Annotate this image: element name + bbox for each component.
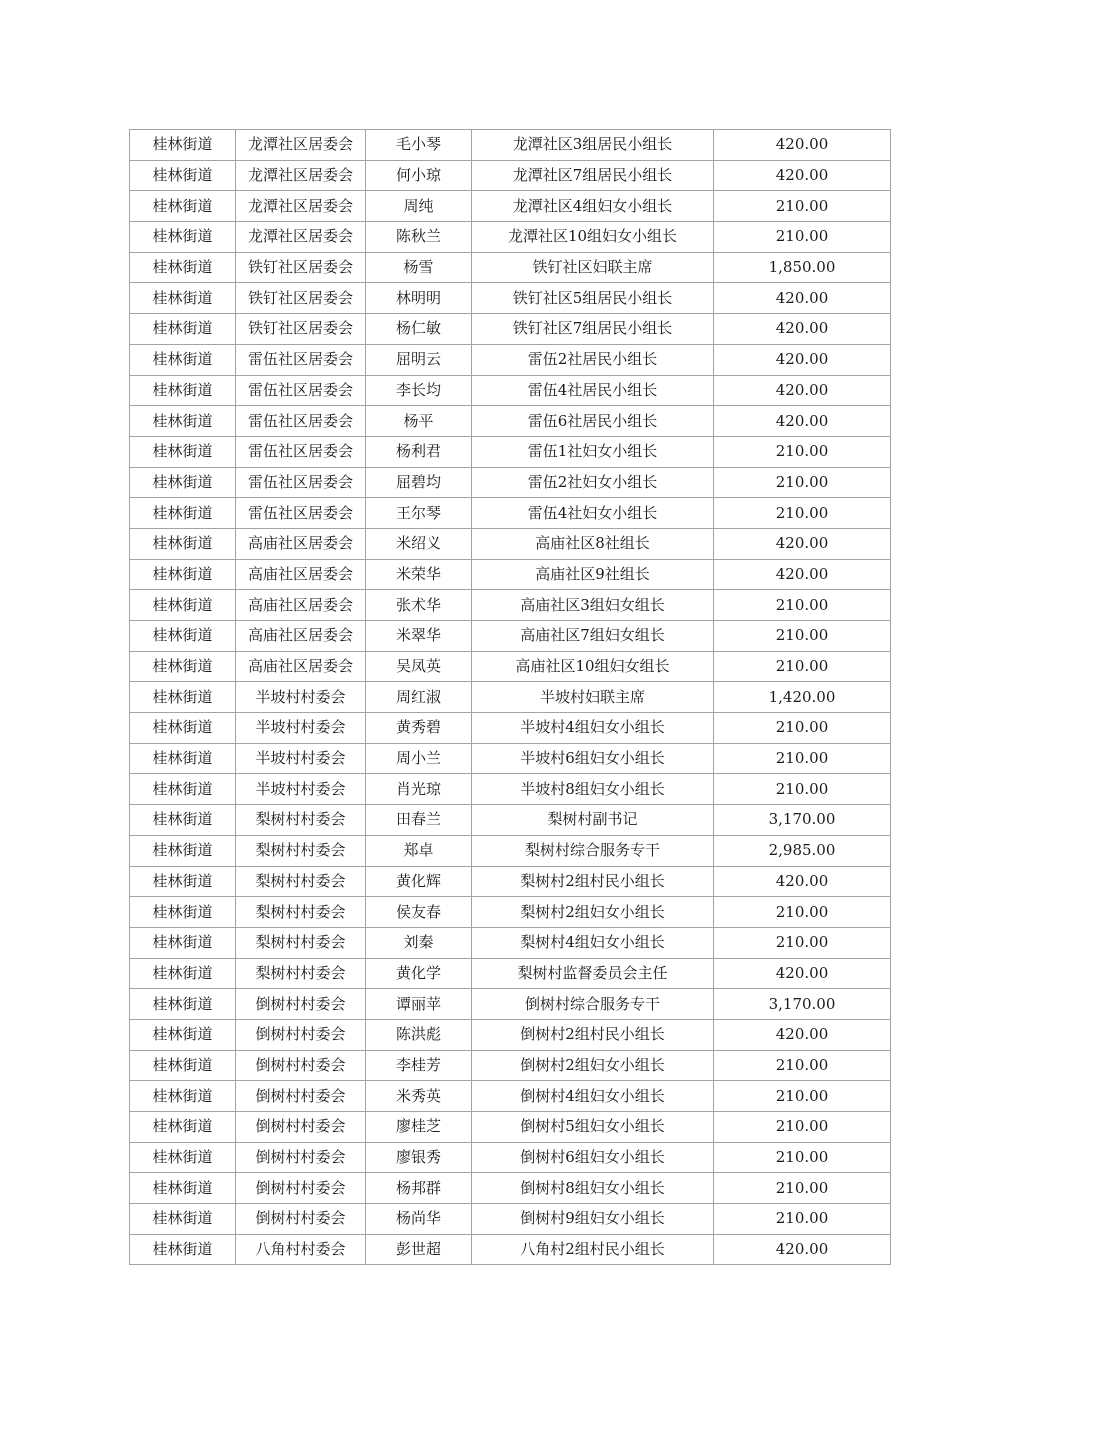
table-row bbox=[130, 713, 891, 744]
name-cell: 周红淑 bbox=[366, 682, 472, 713]
position-cell: 倒树村2组村民小组长 bbox=[472, 1019, 714, 1050]
street-cell: 桂林街道 bbox=[130, 130, 236, 161]
table-row bbox=[130, 1112, 891, 1143]
street-cell: 桂林街道 bbox=[130, 958, 236, 989]
amount-cell: 210.00 bbox=[714, 1204, 891, 1235]
table-row bbox=[130, 1204, 891, 1235]
committee-cell: 铁钉社区居委会 bbox=[236, 252, 366, 283]
table-row bbox=[130, 1173, 891, 1204]
committee-cell: 雷伍社区居委会 bbox=[236, 436, 366, 467]
committee-cell: 高庙社区居委会 bbox=[236, 621, 366, 652]
name-cell: 米荣华 bbox=[366, 559, 472, 590]
position-cell: 梨树村监督委员会主任 bbox=[472, 958, 714, 989]
amount-cell: 210.00 bbox=[714, 1112, 891, 1143]
street-cell: 桂林街道 bbox=[130, 222, 236, 253]
amount-cell: 210.00 bbox=[714, 1142, 891, 1173]
position-cell: 倒树村6组妇女小组长 bbox=[472, 1142, 714, 1173]
amount-cell: 420.00 bbox=[714, 406, 891, 437]
committee-cell: 倒树村村委会 bbox=[236, 1112, 366, 1143]
position-cell: 龙潭社区7组居民小组长 bbox=[472, 160, 714, 191]
position-cell: 倒树村综合服务专干 bbox=[472, 989, 714, 1020]
table-row bbox=[130, 805, 891, 836]
position-cell: 半坡村8组妇女小组长 bbox=[472, 774, 714, 805]
position-cell: 高庙社区8社组长 bbox=[472, 528, 714, 559]
amount-cell: 3,170.00 bbox=[714, 805, 891, 836]
amount-cell: 420.00 bbox=[714, 559, 891, 590]
committee-cell: 梨树村村委会 bbox=[236, 927, 366, 958]
position-cell: 梨树村综合服务专干 bbox=[472, 835, 714, 866]
amount-cell: 210.00 bbox=[714, 651, 891, 682]
table-row bbox=[130, 621, 891, 652]
name-cell: 陈秋兰 bbox=[366, 222, 472, 253]
street-cell: 桂林街道 bbox=[130, 651, 236, 682]
amount-cell: 420.00 bbox=[714, 375, 891, 406]
amount-cell: 210.00 bbox=[714, 498, 891, 529]
position-cell: 倒树村2组妇女小组长 bbox=[472, 1050, 714, 1081]
position-cell: 半坡村妇联主席 bbox=[472, 682, 714, 713]
position-cell: 龙潭社区3组居民小组长 bbox=[472, 130, 714, 161]
name-cell: 彭世超 bbox=[366, 1234, 472, 1265]
table-row bbox=[130, 283, 891, 314]
street-cell: 桂林街道 bbox=[130, 467, 236, 498]
name-cell: 林明明 bbox=[366, 283, 472, 314]
amount-cell: 210.00 bbox=[714, 1081, 891, 1112]
street-cell: 桂林街道 bbox=[130, 835, 236, 866]
committee-cell: 半坡村村委会 bbox=[236, 743, 366, 774]
table-row bbox=[130, 835, 891, 866]
street-cell: 桂林街道 bbox=[130, 1204, 236, 1235]
position-cell: 梨树村4组妇女小组长 bbox=[472, 927, 714, 958]
name-cell: 何小琼 bbox=[366, 160, 472, 191]
position-cell: 雷伍4社妇女小组长 bbox=[472, 498, 714, 529]
table-row bbox=[130, 774, 891, 805]
position-cell: 梨树村2组妇女小组长 bbox=[472, 897, 714, 928]
street-cell: 桂林街道 bbox=[130, 528, 236, 559]
position-cell: 雷伍2社妇女小组长 bbox=[472, 467, 714, 498]
street-cell: 桂林街道 bbox=[130, 927, 236, 958]
committee-cell: 雷伍社区居委会 bbox=[236, 375, 366, 406]
street-cell: 桂林街道 bbox=[130, 498, 236, 529]
street-cell: 桂林街道 bbox=[130, 897, 236, 928]
name-cell: 屈明云 bbox=[366, 344, 472, 375]
amount-cell: 420.00 bbox=[714, 1234, 891, 1265]
street-cell: 桂林街道 bbox=[130, 989, 236, 1020]
table-row bbox=[130, 528, 891, 559]
amount-cell: 420.00 bbox=[714, 528, 891, 559]
committee-cell: 半坡村村委会 bbox=[236, 774, 366, 805]
committee-cell: 八角村村委会 bbox=[236, 1234, 366, 1265]
position-cell: 高庙社区9社组长 bbox=[472, 559, 714, 590]
name-cell: 黄化辉 bbox=[366, 866, 472, 897]
committee-cell: 高庙社区居委会 bbox=[236, 528, 366, 559]
amount-cell: 210.00 bbox=[714, 191, 891, 222]
position-cell: 倒树村9组妇女小组长 bbox=[472, 1204, 714, 1235]
name-cell: 吴凤英 bbox=[366, 651, 472, 682]
table-row bbox=[130, 651, 891, 682]
position-cell: 雷伍4社居民小组长 bbox=[472, 375, 714, 406]
name-cell: 米秀英 bbox=[366, 1081, 472, 1112]
committee-cell: 龙潭社区居委会 bbox=[236, 222, 366, 253]
committee-cell: 倒树村村委会 bbox=[236, 1019, 366, 1050]
street-cell: 桂林街道 bbox=[130, 191, 236, 222]
position-cell: 雷伍2社居民小组长 bbox=[472, 344, 714, 375]
position-cell: 高庙社区7组妇女组长 bbox=[472, 621, 714, 652]
committee-cell: 雷伍社区居委会 bbox=[236, 467, 366, 498]
committee-cell: 半坡村村委会 bbox=[236, 713, 366, 744]
name-cell: 黄秀碧 bbox=[366, 713, 472, 744]
committee-cell: 梨树村村委会 bbox=[236, 835, 366, 866]
committee-cell: 高庙社区居委会 bbox=[236, 559, 366, 590]
street-cell: 桂林街道 bbox=[130, 743, 236, 774]
position-cell: 倒树村8组妇女小组长 bbox=[472, 1173, 714, 1204]
table-row bbox=[130, 590, 891, 621]
position-cell: 高庙社区10组妇女组长 bbox=[472, 651, 714, 682]
amount-cell: 420.00 bbox=[714, 160, 891, 191]
name-cell: 刘秦 bbox=[366, 927, 472, 958]
table-row bbox=[130, 314, 891, 345]
street-cell: 桂林街道 bbox=[130, 1234, 236, 1265]
street-cell: 桂林街道 bbox=[130, 1173, 236, 1204]
amount-cell: 420.00 bbox=[714, 283, 891, 314]
street-cell: 桂林街道 bbox=[130, 713, 236, 744]
amount-cell: 420.00 bbox=[714, 314, 891, 345]
table-row bbox=[130, 682, 891, 713]
amount-cell: 210.00 bbox=[714, 897, 891, 928]
position-cell: 雷伍1社妇女小组长 bbox=[472, 436, 714, 467]
amount-cell: 1,850.00 bbox=[714, 252, 891, 283]
name-cell: 肖光琼 bbox=[366, 774, 472, 805]
table-row bbox=[130, 160, 891, 191]
street-cell: 桂林街道 bbox=[130, 375, 236, 406]
committee-cell: 雷伍社区居委会 bbox=[236, 344, 366, 375]
roster-table-body bbox=[130, 130, 891, 1265]
table-row bbox=[130, 1234, 891, 1265]
table-row bbox=[130, 498, 891, 529]
name-cell: 黄化学 bbox=[366, 958, 472, 989]
table-row bbox=[130, 897, 891, 928]
table-row bbox=[130, 989, 891, 1020]
street-cell: 桂林街道 bbox=[130, 314, 236, 345]
position-cell: 龙潭社区4组妇女小组长 bbox=[472, 191, 714, 222]
street-cell: 桂林街道 bbox=[130, 805, 236, 836]
amount-cell: 420.00 bbox=[714, 1019, 891, 1050]
street-cell: 桂林街道 bbox=[130, 1142, 236, 1173]
street-cell: 桂林街道 bbox=[130, 1050, 236, 1081]
street-cell: 桂林街道 bbox=[130, 1019, 236, 1050]
street-cell: 桂林街道 bbox=[130, 436, 236, 467]
name-cell: 侯友春 bbox=[366, 897, 472, 928]
committee-cell: 梨树村村委会 bbox=[236, 866, 366, 897]
table-row bbox=[130, 1081, 891, 1112]
table-row bbox=[130, 958, 891, 989]
name-cell: 李长均 bbox=[366, 375, 472, 406]
amount-cell: 210.00 bbox=[714, 927, 891, 958]
street-cell: 桂林街道 bbox=[130, 559, 236, 590]
amount-cell: 210.00 bbox=[714, 436, 891, 467]
name-cell: 廖银秀 bbox=[366, 1142, 472, 1173]
name-cell: 米绍义 bbox=[366, 528, 472, 559]
committee-cell: 梨树村村委会 bbox=[236, 897, 366, 928]
table-row bbox=[130, 191, 891, 222]
amount-cell: 210.00 bbox=[714, 590, 891, 621]
committee-cell: 龙潭社区居委会 bbox=[236, 191, 366, 222]
name-cell: 杨利君 bbox=[366, 436, 472, 467]
roster-table bbox=[129, 129, 891, 1265]
street-cell: 桂林街道 bbox=[130, 682, 236, 713]
position-cell: 龙潭社区10组妇女小组长 bbox=[472, 222, 714, 253]
position-cell: 铁钉社区7组居民小组长 bbox=[472, 314, 714, 345]
committee-cell: 倒树村村委会 bbox=[236, 1142, 366, 1173]
position-cell: 倒树村4组妇女小组长 bbox=[472, 1081, 714, 1112]
amount-cell: 210.00 bbox=[714, 713, 891, 744]
street-cell: 桂林街道 bbox=[130, 406, 236, 437]
name-cell: 毛小琴 bbox=[366, 130, 472, 161]
name-cell: 杨平 bbox=[366, 406, 472, 437]
committee-cell: 倒树村村委会 bbox=[236, 1173, 366, 1204]
position-cell: 铁钉社区5组居民小组长 bbox=[472, 283, 714, 314]
name-cell: 田春兰 bbox=[366, 805, 472, 836]
amount-cell: 420.00 bbox=[714, 958, 891, 989]
name-cell: 谭丽苹 bbox=[366, 989, 472, 1020]
committee-cell: 雷伍社区居委会 bbox=[236, 498, 366, 529]
table-row bbox=[130, 559, 891, 590]
name-cell: 米翠华 bbox=[366, 621, 472, 652]
name-cell: 杨邦群 bbox=[366, 1173, 472, 1204]
position-cell: 倒树村5组妇女小组长 bbox=[472, 1112, 714, 1143]
amount-cell: 210.00 bbox=[714, 1173, 891, 1204]
committee-cell: 龙潭社区居委会 bbox=[236, 130, 366, 161]
table-row bbox=[130, 130, 891, 161]
table-row bbox=[130, 1142, 891, 1173]
name-cell: 屈碧均 bbox=[366, 467, 472, 498]
name-cell: 杨仁敏 bbox=[366, 314, 472, 345]
position-cell: 八角村2组村民小组长 bbox=[472, 1234, 714, 1265]
amount-cell: 420.00 bbox=[714, 130, 891, 161]
street-cell: 桂林街道 bbox=[130, 590, 236, 621]
amount-cell: 210.00 bbox=[714, 774, 891, 805]
committee-cell: 铁钉社区居委会 bbox=[236, 314, 366, 345]
committee-cell: 雷伍社区居委会 bbox=[236, 406, 366, 437]
position-cell: 雷伍6社居民小组长 bbox=[472, 406, 714, 437]
amount-cell: 210.00 bbox=[714, 743, 891, 774]
table-row bbox=[130, 375, 891, 406]
name-cell: 陈洪彪 bbox=[366, 1019, 472, 1050]
committee-cell: 梨树村村委会 bbox=[236, 805, 366, 836]
table-row bbox=[130, 252, 891, 283]
position-cell: 高庙社区3组妇女组长 bbox=[472, 590, 714, 621]
amount-cell: 2,985.00 bbox=[714, 835, 891, 866]
amount-cell: 420.00 bbox=[714, 866, 891, 897]
amount-cell: 3,170.00 bbox=[714, 989, 891, 1020]
position-cell: 半坡村6组妇女小组长 bbox=[472, 743, 714, 774]
table-row bbox=[130, 436, 891, 467]
position-cell: 铁钉社区妇联主席 bbox=[472, 252, 714, 283]
committee-cell: 半坡村村委会 bbox=[236, 682, 366, 713]
name-cell: 杨雪 bbox=[366, 252, 472, 283]
table-row bbox=[130, 467, 891, 498]
committee-cell: 龙潭社区居委会 bbox=[236, 160, 366, 191]
committee-cell: 高庙社区居委会 bbox=[236, 590, 366, 621]
table-row bbox=[130, 743, 891, 774]
amount-cell: 1,420.00 bbox=[714, 682, 891, 713]
committee-cell: 高庙社区居委会 bbox=[236, 651, 366, 682]
committee-cell: 倒树村村委会 bbox=[236, 989, 366, 1020]
table-row bbox=[130, 1050, 891, 1081]
amount-cell: 210.00 bbox=[714, 222, 891, 253]
table-row bbox=[130, 222, 891, 253]
name-cell: 廖桂芝 bbox=[366, 1112, 472, 1143]
street-cell: 桂林街道 bbox=[130, 1112, 236, 1143]
street-cell: 桂林街道 bbox=[130, 283, 236, 314]
street-cell: 桂林街道 bbox=[130, 774, 236, 805]
street-cell: 桂林街道 bbox=[130, 621, 236, 652]
street-cell: 桂林街道 bbox=[130, 866, 236, 897]
committee-cell: 梨树村村委会 bbox=[236, 958, 366, 989]
name-cell: 杨尚华 bbox=[366, 1204, 472, 1235]
committee-cell: 倒树村村委会 bbox=[236, 1050, 366, 1081]
street-cell: 桂林街道 bbox=[130, 252, 236, 283]
position-cell: 梨树村2组村民小组长 bbox=[472, 866, 714, 897]
position-cell: 半坡村4组妇女小组长 bbox=[472, 713, 714, 744]
table-row bbox=[130, 927, 891, 958]
name-cell: 周小兰 bbox=[366, 743, 472, 774]
amount-cell: 210.00 bbox=[714, 1050, 891, 1081]
table-row bbox=[130, 344, 891, 375]
table-row bbox=[130, 406, 891, 437]
committee-cell: 倒树村村委会 bbox=[236, 1204, 366, 1235]
name-cell: 王尔琴 bbox=[366, 498, 472, 529]
name-cell: 李桂芳 bbox=[366, 1050, 472, 1081]
amount-cell: 420.00 bbox=[714, 344, 891, 375]
table-row bbox=[130, 1019, 891, 1050]
committee-cell: 铁钉社区居委会 bbox=[236, 283, 366, 314]
name-cell: 周纯 bbox=[366, 191, 472, 222]
name-cell: 郑卓 bbox=[366, 835, 472, 866]
amount-cell: 210.00 bbox=[714, 621, 891, 652]
table-row bbox=[130, 866, 891, 897]
street-cell: 桂林街道 bbox=[130, 1081, 236, 1112]
street-cell: 桂林街道 bbox=[130, 160, 236, 191]
amount-cell: 210.00 bbox=[714, 467, 891, 498]
name-cell: 张术华 bbox=[366, 590, 472, 621]
committee-cell: 倒树村村委会 bbox=[236, 1081, 366, 1112]
position-cell: 梨树村副书记 bbox=[472, 805, 714, 836]
street-cell: 桂林街道 bbox=[130, 344, 236, 375]
